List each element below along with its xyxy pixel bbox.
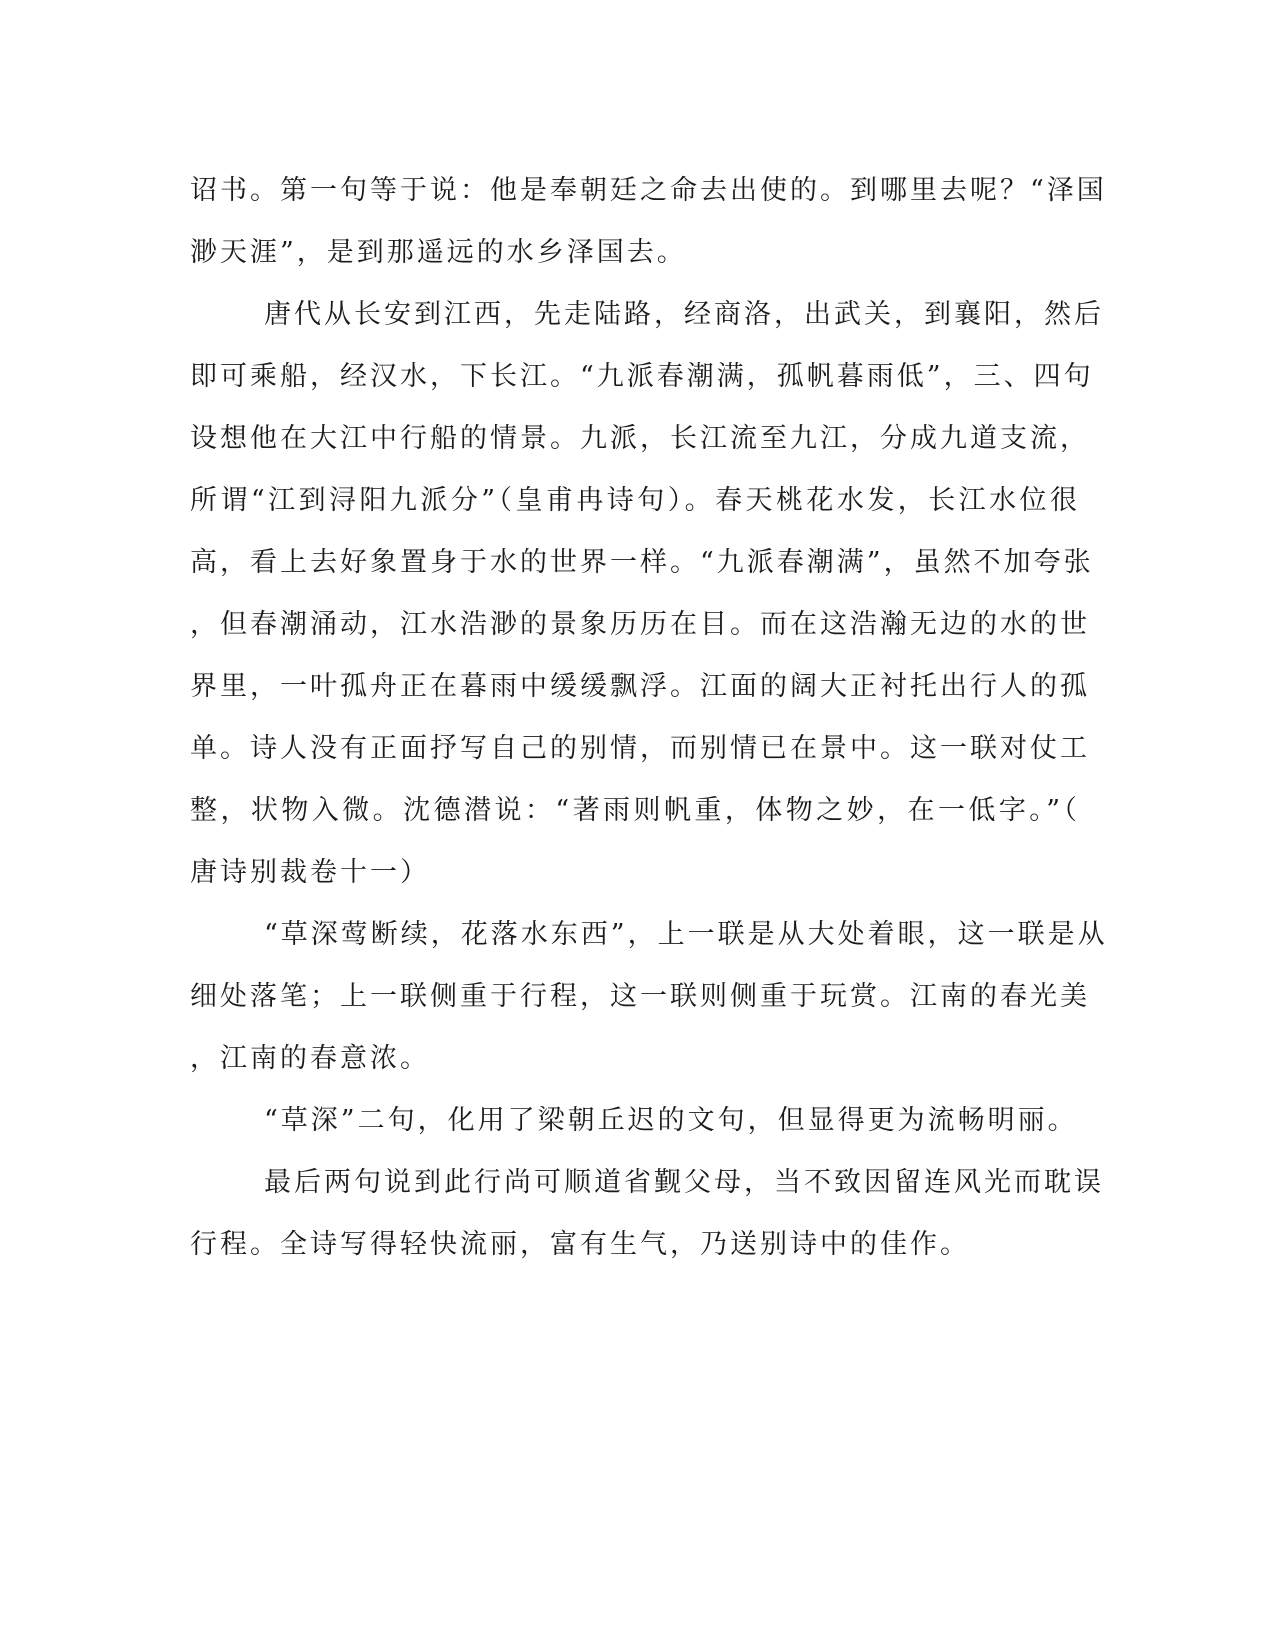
text-line: ，江南的春意浓。 [190,1043,430,1074]
text-line: 单。诗人没有正面抒写自己的别情，而别情已在景中。这一联对仗工 [190,733,1090,764]
text-line: 所谓“江到浔阳九派分”（皇甫冉诗句）。春天桃花水发，长江水位很 [190,485,1080,516]
text-line: 高，看上去好象置身于水的世界一样。“九派春潮满”，虽然不加夸张 [190,547,1094,578]
text-line: 行程。全诗写得轻快流丽，富有生气，乃送别诗中的佳作。 [190,1229,970,1260]
text-line: 细处落笔；上一联侧重于行程，这一联则侧重于玩赏。江南的春光美 [190,981,1090,1012]
paragraph-start-line: 唐代从长安到江西，先走陆路，经商洛，出武关，到襄阳，然后 [264,299,1104,330]
text-line: 即可乘船，经汉水，下长江。“九派春潮满，孤帆暮雨低”，三、四句 [190,361,1094,392]
paragraph-start-line: “草深莺断续，花落水东西”，上一联是从大处着眼，这一联是从 [264,919,1108,950]
text-line: 整，状物入微。沈德潜说：“著雨则帆重，体物之妙，在一低字。”（ [190,795,1080,826]
document-body [190,160,1108,1276]
text-line: ，但春潮涌动，江水浩渺的景象历历在目。而在这浩瀚无边的水的世 [190,609,1090,640]
text-line: 诏书。第一句等于说：他是奉朝廷之命去出使的。到哪里去呢？“泽国 [190,175,1107,206]
paragraph-start-line: 最后两句说到此行尚可顺道省觐父母，当不致因留连风光而耽误 [264,1167,1104,1198]
paragraph-start-line: “草深”二句，化用了梁朝丘迟的文句，但显得更为流畅明丽。 [264,1105,1078,1136]
text-line: 唐诗别裁卷十一） [190,857,430,888]
text-line: 界里，一叶孤舟正在暮雨中缓缓飘浮。江面的阔大正衬托出行人的孤 [190,671,1090,702]
text-line: 渺天涯”，是到那遥远的水乡泽国去。 [190,237,687,268]
text-line: 设想他在大江中行船的情景。九派，长江流至九江，分成九道支流， [190,423,1090,454]
